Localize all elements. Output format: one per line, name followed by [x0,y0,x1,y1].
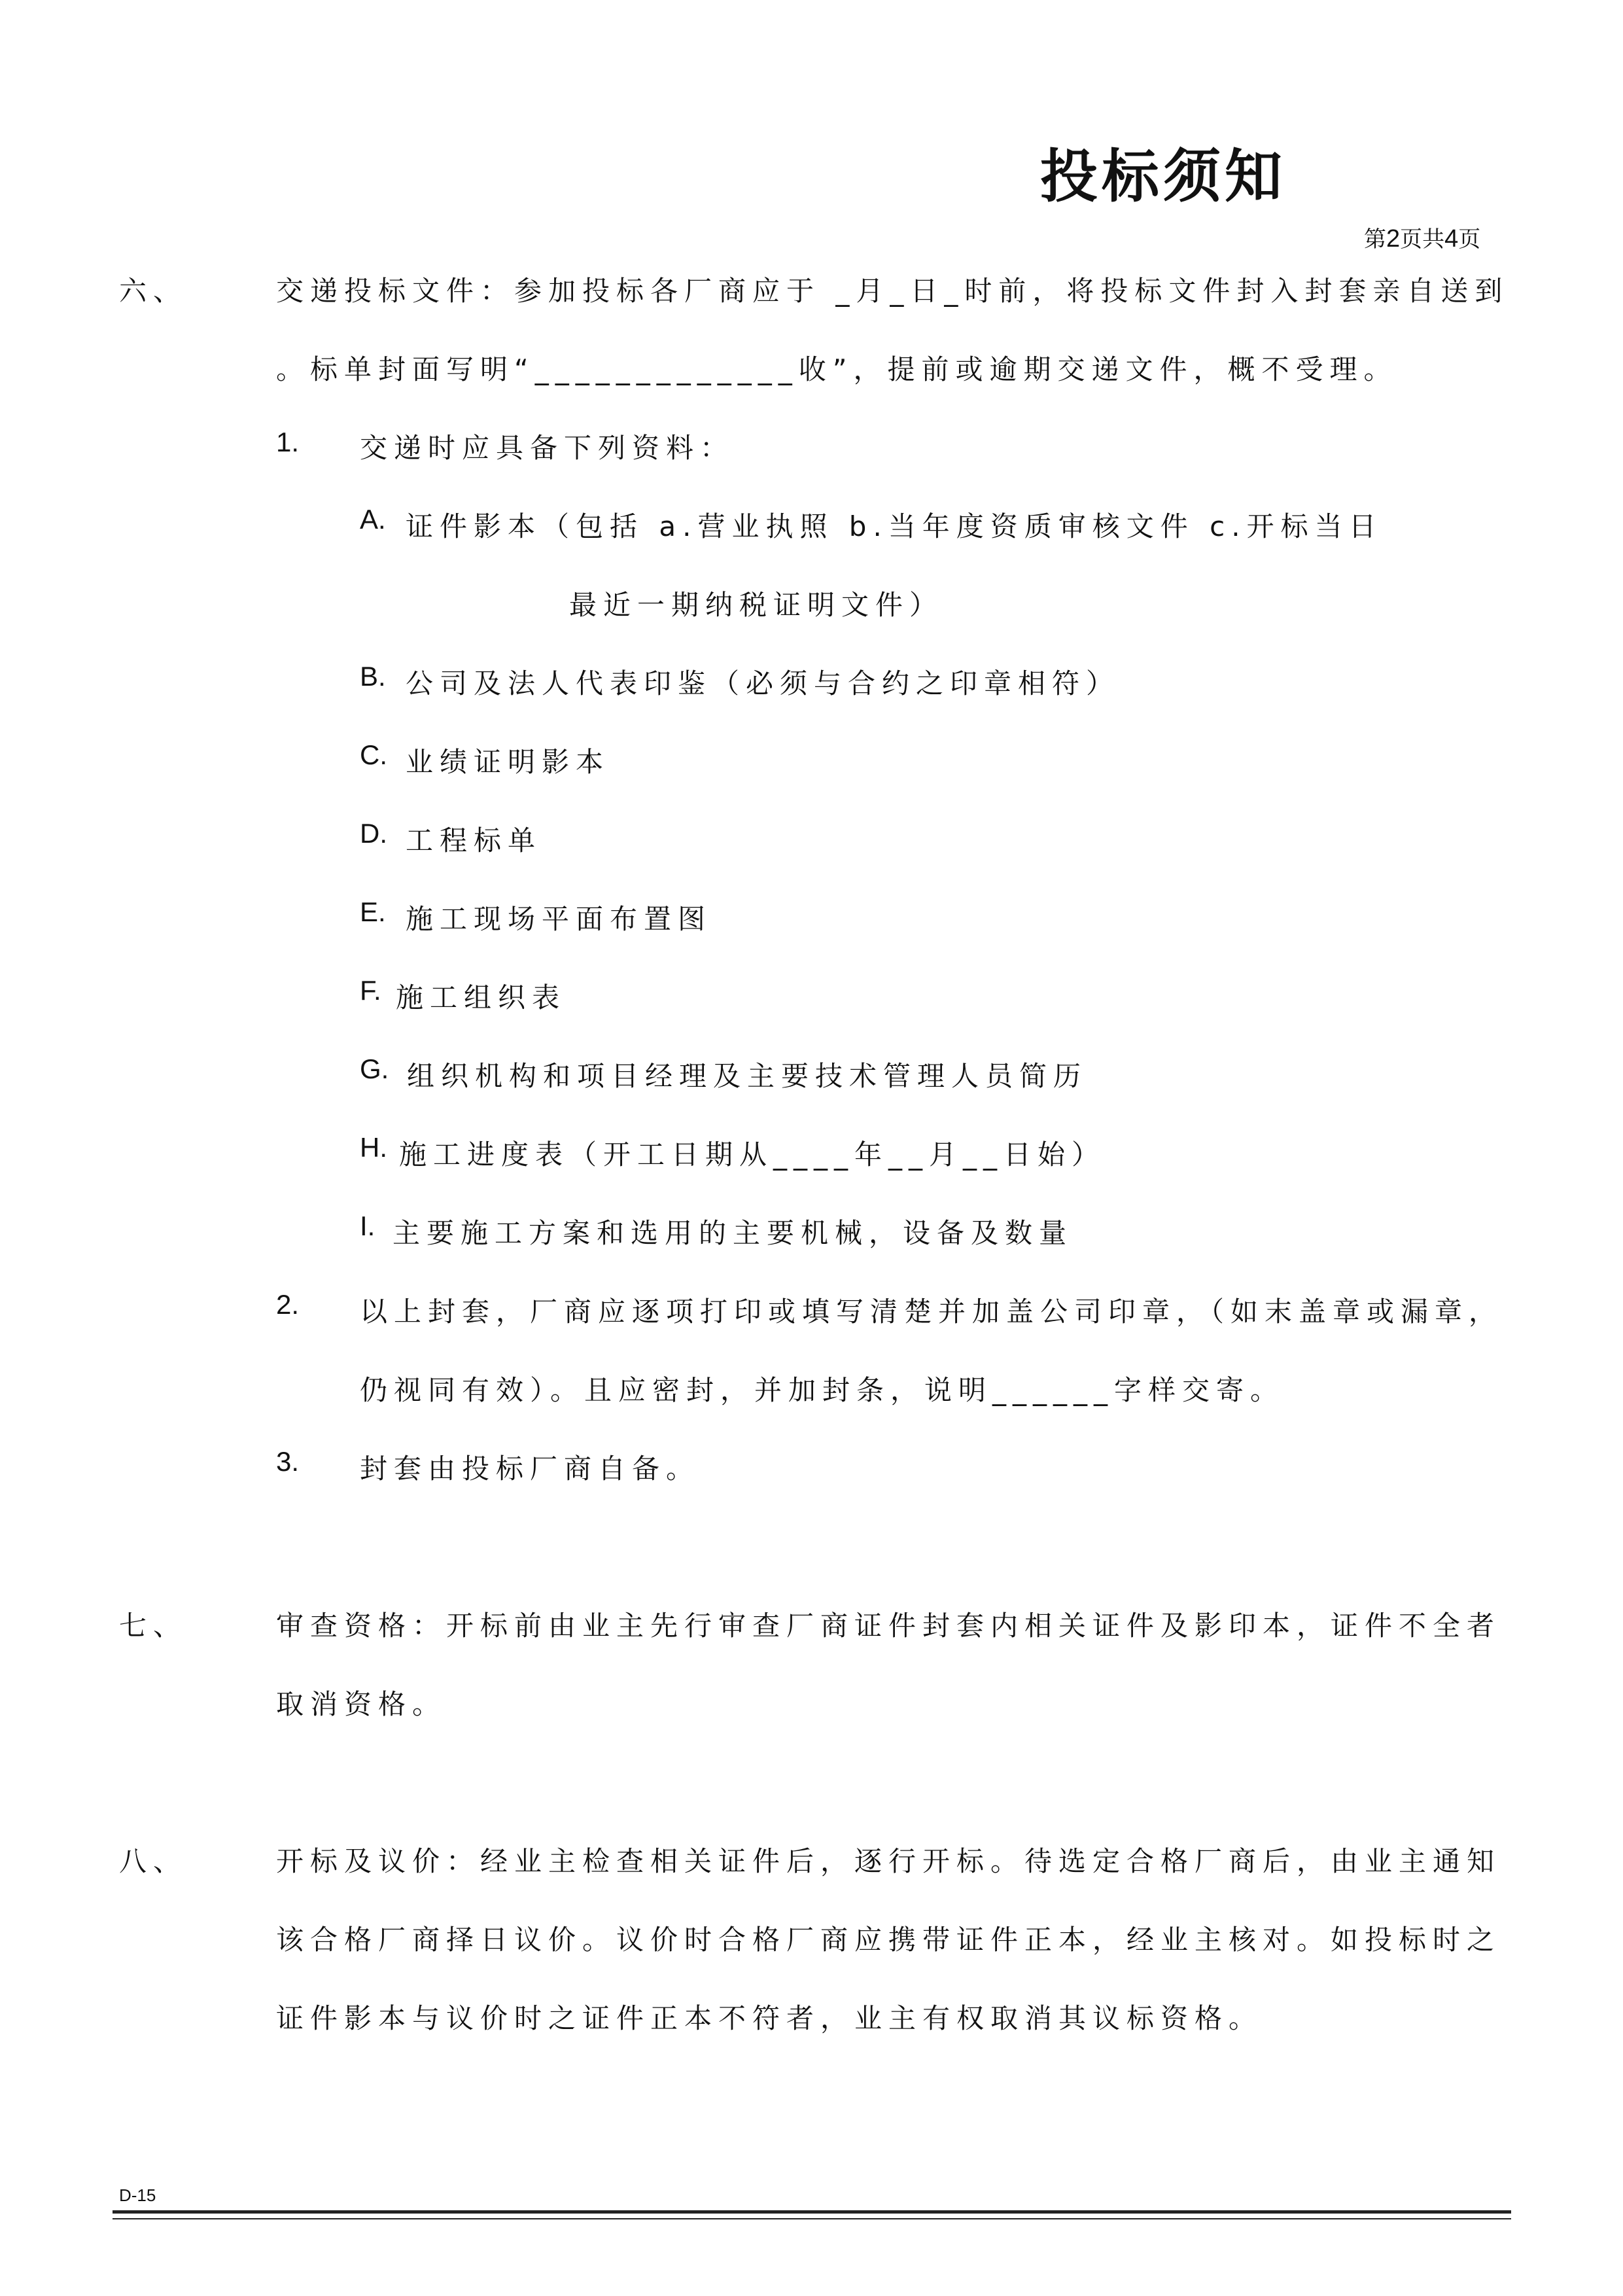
subitem-e-text: 施工现场平面布置图 [406,903,712,935]
subitem-e-label: E. [360,896,386,927]
subitem-g-label: G. [360,1053,389,1084]
subitem-b-label: B. [360,661,386,692]
section-6-line-2: 。标单封面写明“_____________收”，提前或逾期交递文件，概不受理。 [276,353,1398,385]
subitem-i-text: 主要施工方案和选用的主要机械，设备及数量 [393,1217,1073,1249]
page-current: 2 [1386,225,1401,253]
section-7-line-1: 审查资格：开标前由业主先行审查厂商证件封套内相关证件及影印本，证件不全者 [276,1610,1501,1642]
subitem-a-text: 证件影本（包括 a.营业执照 b.当年度资质审核文件 c.开标当日 [406,510,1383,542]
item-2-number: 2. [276,1289,300,1320]
item-1-text: 交递时应具备下列资料： [360,432,735,464]
item-3-text: 封套由投标厂商自备。 [360,1453,701,1485]
subitem-a-label: A. [360,504,386,535]
document-title: 投标须知 [1040,143,1287,210]
section-8-line-1: 开标及议价：经业主检查相关证件后，逐行开标。待选定合格厂商后，由业主通知 [276,1845,1501,1877]
subitem-d-text: 工程标单 [406,824,542,857]
subitem-d-label: D. [360,818,387,849]
page-total: 4 [1444,225,1459,253]
footer-rule-thick [113,2210,1511,2214]
item-3-number: 3. [276,1446,300,1477]
footer-rule-thin [113,2218,1511,2219]
subitem-a-continuation: 最近一期纳税证明文件） [569,589,944,621]
subitem-b-text: 公司及法人代表印鉴（必须与合约之印章相符） [406,667,1121,699]
section-7-number: 七、 [119,1610,188,1642]
item-2-line-1: 以上封套，厂商应逐项打印或填写清楚并加盖公司印章，（如末盖章或漏章， [360,1296,1503,1328]
page-number [1364,221,1480,253]
subitem-f-text: 施工组织表 [396,981,567,1014]
section-7-line-2: 取消资格。 [276,1688,447,1720]
section-8-line-2: 该合格厂商择日议价。议价时合格厂商应携带证件正本，经业主核对。如投标时之 [276,1924,1501,1956]
subitem-i-label: I. [360,1210,375,1241]
item-2-line-2: 仍视同有效）。且应密封，并加封条，说明______字样交寄。 [360,1374,1285,1406]
subitem-h-text: 施工进度表（开工日期从____年__月__日始） [399,1139,1106,1171]
subitem-c-text: 业绩证明影本 [406,746,610,778]
page-label-suffix: 页 [1458,226,1481,253]
section-8-line-3: 证件影本与议价时之证件正本不符者，业主有权取消其议标资格。 [276,2002,1263,2034]
subitem-h-label: H. [360,1132,387,1163]
section-6-line-1: 交递投标文件：参加投标各厂商应于 _月_日_时前，将投标文件封入封套亲自送到 [276,275,1509,307]
subitem-c-label: C. [360,739,387,770]
section-8-number: 八、 [119,1845,188,1877]
section-6-number: 六、 [119,275,188,307]
subitem-g-text: 组织机构和项目经理及主要技术管理人员简历 [407,1060,1088,1092]
page-label-mid: 页共 [1400,226,1445,253]
footer-code: D-15 [119,2185,156,2205]
subitem-f-label: F. [360,975,381,1006]
page-label-prefix: 第 [1364,226,1386,253]
item-1-number: 1. [276,427,300,457]
